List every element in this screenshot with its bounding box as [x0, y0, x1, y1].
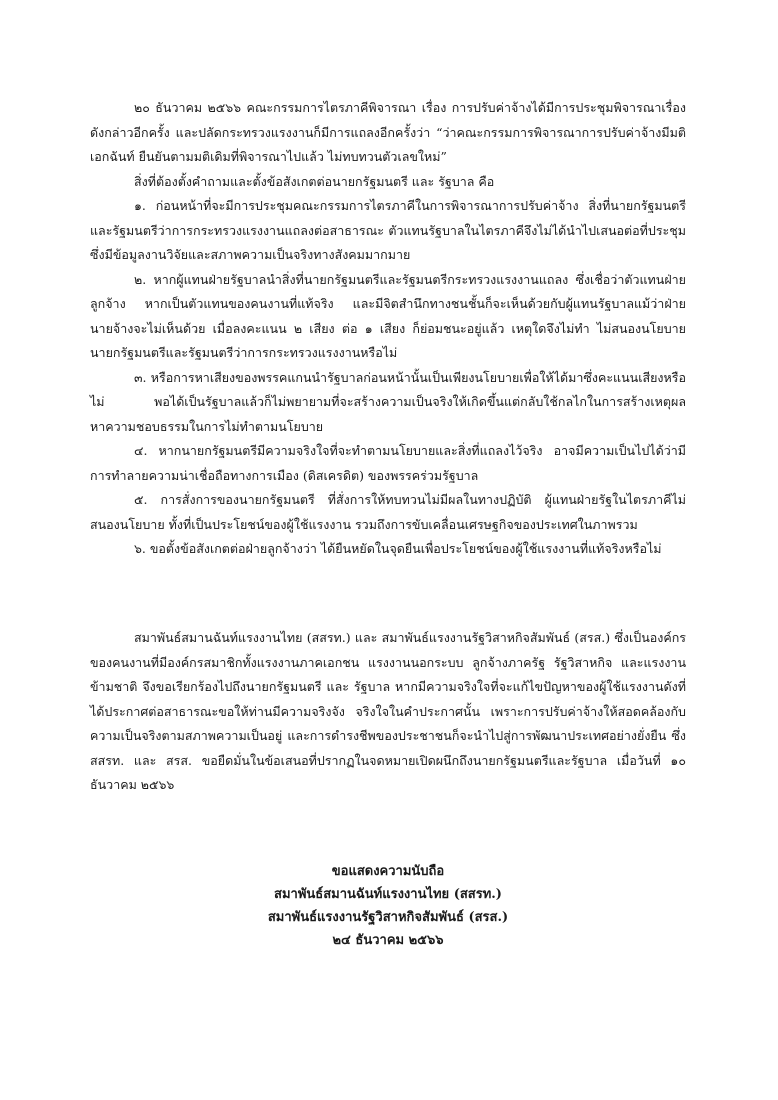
question-lead: สิ่งที่ต้องตั้งคำถามและตั้งข้อสังเกตต่อนายกรัฐมนตรี และ รัฐบาล คือ: [134, 173, 495, 189]
list-item-5: ๕. การสั่งการของนายกรัฐมนตรี ที่สั่งการให้ทบทวนไม่มีผลในทางปฏิบัติ ผู้แทนฝ่ายรัฐในไตรภาคีไม่สนองนโยบาย ทั้งที่เป็นประโยชน์ของผู้ใช้แรงงาน รวมถึงการขับเคลื่อนเศรษฐกิจของประเทศในภาพรวม: [90, 492, 686, 532]
signature-block: [90, 860, 686, 952]
signatory-org-2: สมาพันธ์แรงงานรัฐวิสาหกิจสัมพันธ์ (สรส.): [267, 910, 509, 925]
list-item-1: ๑. ก่อนหน้าที่จะมีการประชุมคณะกรรมการไตรภาคีในการพิจารณาการปรับค่าจ้าง สิ่งที่นายกรัฐมนตรีและรัฐมนตรีว่าการกระทรวงแรงงานแถลงต่อสาธารณะ ตัวแทนรัฐบาลในไตรภาคีจึงไม่ได้นำไปเสนอต่อที่ประชุม ซึ่งมีข้อมูลงานวิจัยและสภาพความเป็นจริงทางสังคมมากมาย: [90, 198, 686, 262]
intro-paragraph: ๒๐ ธันวาคม ๒๕๖๖ คณะกรรมการไตรภาคีพิจารณา เรื่อง การปรับค่าจ้างได้มีการประชุมพิจารณาเรื่องดังกล่าวอีกครั้ง และปลัดกระทรวงแรงงานก็มีการแถลงอีกครั้งว่า “ว่าคณะกรรมการพิจารณาการปรับค่าจ้างมีมติเอกฉันท์ ยืนยันตามมติเดิมที่พิจารณาไปแล้ว ไม่ทบทวนตัวเลขใหม่”: [90, 100, 686, 164]
document-body: [90, 96, 686, 562]
list-item-2: ๒. หากผู้แทนฝ่ายรัฐบาลนำสิ่งที่นายกรัฐมนตรีและรัฐมนตรีกระทรวงแรงงานแถลง ซึ่งเชื่อว่าตัวแทนฝ่ายลูกจ้าง หากเป็นตัวแทนของคนงานที่แท้จริง และมีจิตสำนึกทางชนชั้นก็จะเห็นด้วยกับผู้แทนรัฐบาลแม้ว่าฝ่ายนายจ้างจะไม่เห็นด้วย เมื่อลงคะแนน ๒ เสียง ต่อ ๑ เสียง ก็ย่อมชนะอยู่แล้ว เหตุใดจึงไม่ทำ ไม่สนองนโยบายนายกรัฐมนตรีและรัฐมนตรีว่าการกระทรวงแรงงานหรือไม่: [90, 271, 686, 360]
signatory-org-1: สมาพันธ์สมานฉันท์แรงงานไทย (สสรท.): [274, 887, 502, 902]
list-item-3: ๓. หรือการหาเสียงของพรรคแกนนำรัฐบาลก่อนหน้านั้นเป็นเพียงนโยบายเพื่อให้ได้มาซึ่งคะแนนเสียงหรือไม่ พอได้เป็นรัฐบาลแล้วก็ไม่พยายามที่จะสร้างความเป็นจริงให้เกิดขึ้นแต่กลับใช้กลไกในการสร้างเหตุผล หาความชอบธรรมในการไม่ทำตามนโยบาย: [90, 369, 686, 434]
list-item-6: ๖. ขอตั้งข้อสังเกตต่อฝ่ายลูกจ้างว่า ได้ยืนหยัดในจุดยืนเพื่อประโยชน์ของผู้ใช้แรงงานที่แท้จริงหรือไม่: [134, 541, 662, 556]
salutation: ขอแสดงความนับถือ: [331, 864, 445, 879]
list-item-4: ๔. หากนายกรัฐมนตรีมีความจริงใจที่จะทำตามนโยบายและสิ่งที่แถลงไว้จริง อาจมีความเป็นไปได้ว่ามีการทำลายความน่าเชื่อถือทางการเมือง (ดิสเครดิต) ของพรรคร่วมรัฐบาล: [90, 443, 686, 483]
closing-paragraph: สมาพันธ์สมานฉันท์แรงงานไทย (สสรท.) และ สมาพันธ์แรงงานรัฐวิสาหกิจสัมพันธ์ (สรส.) ซึ่งเป็นองค์กรของคนงานที่มีองค์กรสมาชิกทั้งแรงงานภาคเอกชน แรงงานนอกระบบ ลูกจ้างภาครัฐ รัฐวิสาหกิจ และแรงงานข้ามชาติ จึงขอเรียกร้องไปถึงนายกรัฐมนตรี และ รัฐบาล หากมีความจริงใจที่จะแก้ไขปัญหาของผู้ใช้แรงงานดังที่ได้ประกาศต่อสาธารณะขอให้ท่านมีความจริงจัง จริงใจในคำประกาศนั้น เพราะการปรับค่าจ้างให้สอดคล้องกับความเป็นจริงตามสภาพความเป็นอยู่ และการดำรงชีพของประชาชนก็จะนำไปสู่การพัฒนาประเทศอย่างยั่งยืน ซึ่ง สสรท. และ สรส. ขอยืดมั่นในข้อเสนอที่ปรากฏในจดหมายเปิดผนึกถึงนายกรัฐมนตรีและรัฐบาล เมื่อวันที่ ๑๐ ธันวาคม ๒๕๖๖: [90, 630, 686, 792]
signature-date: ๒๔ ธันวาคม ๒๕๖๖: [332, 933, 444, 948]
